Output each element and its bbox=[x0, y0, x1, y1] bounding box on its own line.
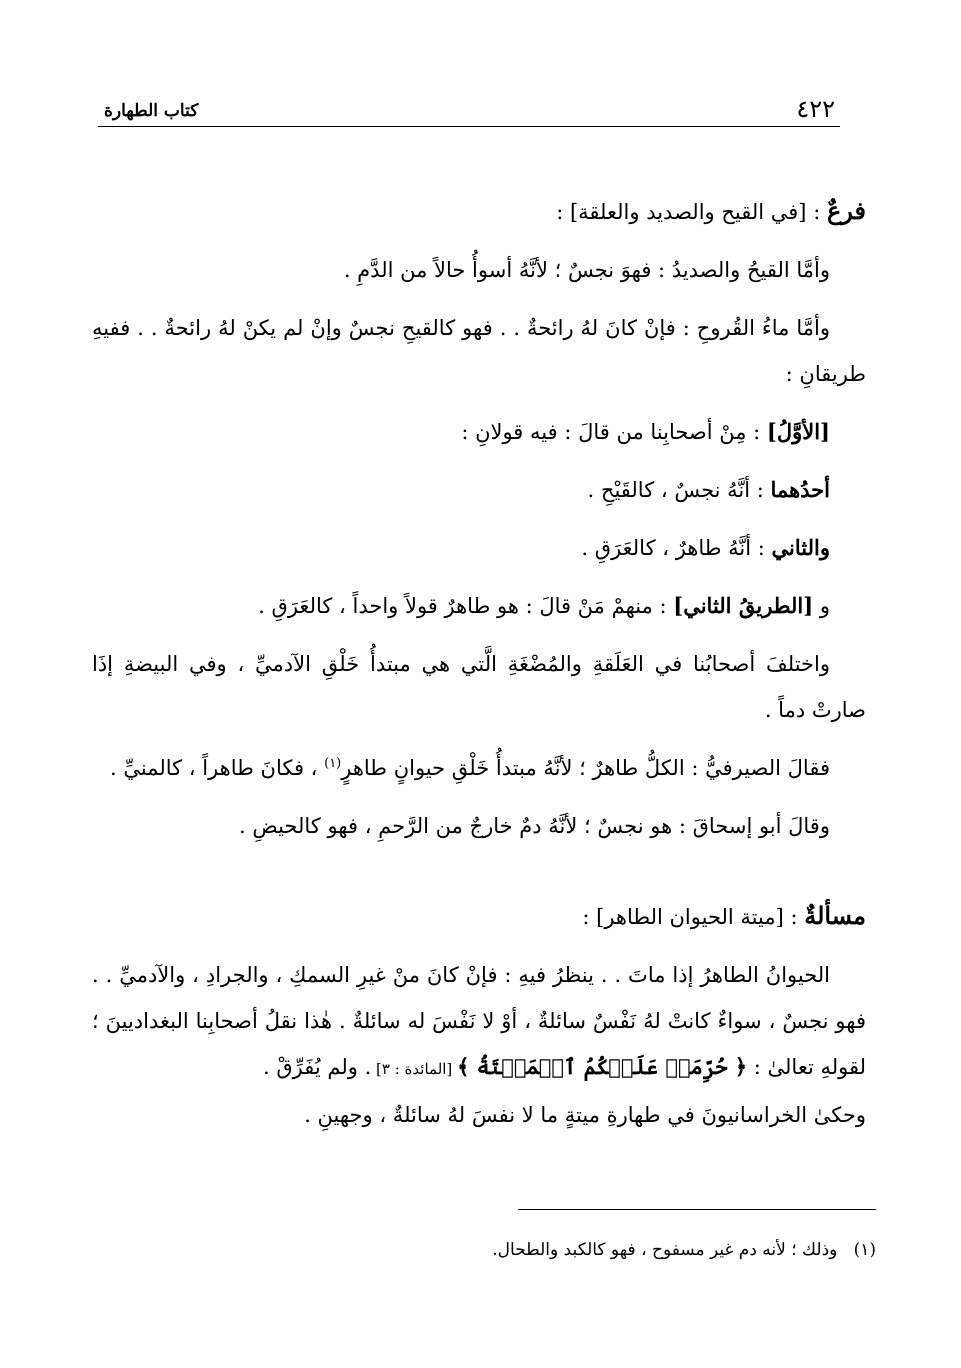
paragraph: واختلفَ أصحابُنا في العَلَقةِ والمُضْغَةِ الَّتي هي مبتدأُ خَلْقِ الآدميِّ ، وفي البيضةِ إذَا صارتْ دماً . bbox=[92, 652, 866, 722]
footnote bbox=[100, 1240, 876, 1260]
header-rule bbox=[98, 126, 840, 127]
main-text bbox=[92, 188, 866, 1138]
paragraph bbox=[92, 583, 866, 629]
label-second-opinion: والثاني bbox=[771, 535, 830, 560]
heading-title: [ميتة الحيوان الطاهر] : bbox=[582, 905, 784, 929]
section-heading-branch bbox=[92, 188, 866, 235]
heading-label: فرعٌ bbox=[826, 196, 866, 225]
paragraph-text: و bbox=[813, 594, 830, 618]
footnote-rule bbox=[518, 1209, 876, 1210]
footnote-marker: (١) bbox=[324, 756, 342, 771]
running-header-title: كتاب الطهارة bbox=[104, 101, 199, 121]
paragraph-text: : منهمْ مَنْ قالَ : هو طاهرٌ قولاً واحداً ، كالعَرَقِ . bbox=[258, 594, 674, 618]
footnote-text: وذلك ؛ لأنه دم غير مسفوح ، فهو كالكبد والطحال. bbox=[492, 1240, 838, 1260]
heading-separator: : bbox=[806, 200, 827, 224]
heading-separator: : bbox=[783, 905, 805, 929]
footnote-number: (١) bbox=[853, 1240, 876, 1260]
heading-title: [في القيح والصديد والعلقة] : bbox=[556, 200, 807, 224]
quran-quote: ﴿ حُرِّمَتۡ عَلَيۡكُمُ ٱلۡمَيۡتَةُ ﴾ bbox=[457, 1054, 748, 1079]
paragraph bbox=[92, 525, 866, 571]
paragraph bbox=[92, 745, 866, 791]
label-first-way: [الأوَّلُ] bbox=[766, 419, 830, 444]
paragraph-text: فقالَ الصيرفيُّ : الكلُّ طاهرٌ ؛ لأنَّهُ مبتدأُ خَلْقِ حيوانٍ طاهرٍ bbox=[341, 756, 830, 780]
paragraph-text: الحيوانُ الطاهرُ إذا ماتَ . . ينظرُ فيهِ : فإنْ كانَ منْ غيرِ السمكِ ، والجرادِ ، والآدميِّ . . فهو نجسٌ ، سواءٌ كانتْ لهُ نَفْسٌ سائلةٌ ، أوْ لا نَفْسَ له سائلةٌ . هٰذا نقلُ أصحابِنا البغداديينَ ؛ لقولهِ تعالىٰ : bbox=[92, 963, 866, 1079]
label-second-way: [الطريقُ الثاني] bbox=[673, 593, 814, 618]
paragraph-text: ، فكانَ طاهراً ، كالمنيِّ . bbox=[109, 756, 325, 780]
page-number: ٤٢٢ bbox=[796, 95, 835, 123]
quran-reference: [المائدة : ٣] bbox=[371, 1060, 458, 1078]
paragraph-text: . ولم يُفَرِّقْ . bbox=[263, 1055, 372, 1079]
paragraph-text: : أنَّهُ نجسٌ ، كالقَيْحِ . bbox=[587, 478, 771, 502]
paragraph bbox=[92, 467, 866, 513]
heading-label: مسألةٌ bbox=[804, 901, 866, 930]
paragraph: وقالَ أبو إسحاقَ : هو نجسٌ ؛ لأنَّهُ دمٌ خارجٌ من الرَّحمِ ، فهو كالحيضِ . bbox=[239, 814, 830, 838]
paragraph: وحكىٰ الخراسانيونَ في طهارةِ ميتةٍ ما لا نفسَ لهُ سائلةٌ ، وجهينِ . bbox=[304, 1103, 866, 1127]
paragraph: وأمَّا ماءُ القُروحِ : فإنْ كانَ لهُ رائحةٌ . . فهو كالقيحِ نجسٌ وإنْ لم يكنْ لهُ رائحةٌ . . ففيهِ طريقانِ : bbox=[92, 316, 866, 386]
paragraph bbox=[92, 409, 866, 455]
paragraph-text: : أنَّهُ طاهرٌ ، كالعَرَقِ . bbox=[581, 536, 772, 560]
paragraph: وأمَّا القيحُ والصديدُ : فهوَ نجسٌ ؛ لأنَّهُ أسوأُ حالاً من الدَّمِ . bbox=[343, 258, 830, 282]
paragraph bbox=[92, 952, 866, 1092]
section-heading-issue bbox=[92, 893, 866, 940]
paragraph-text: : مِنْ أصحابِنا من قالَ : فيه قولانِ : bbox=[461, 420, 767, 444]
label-first-opinion: أحدُهما bbox=[770, 477, 830, 502]
